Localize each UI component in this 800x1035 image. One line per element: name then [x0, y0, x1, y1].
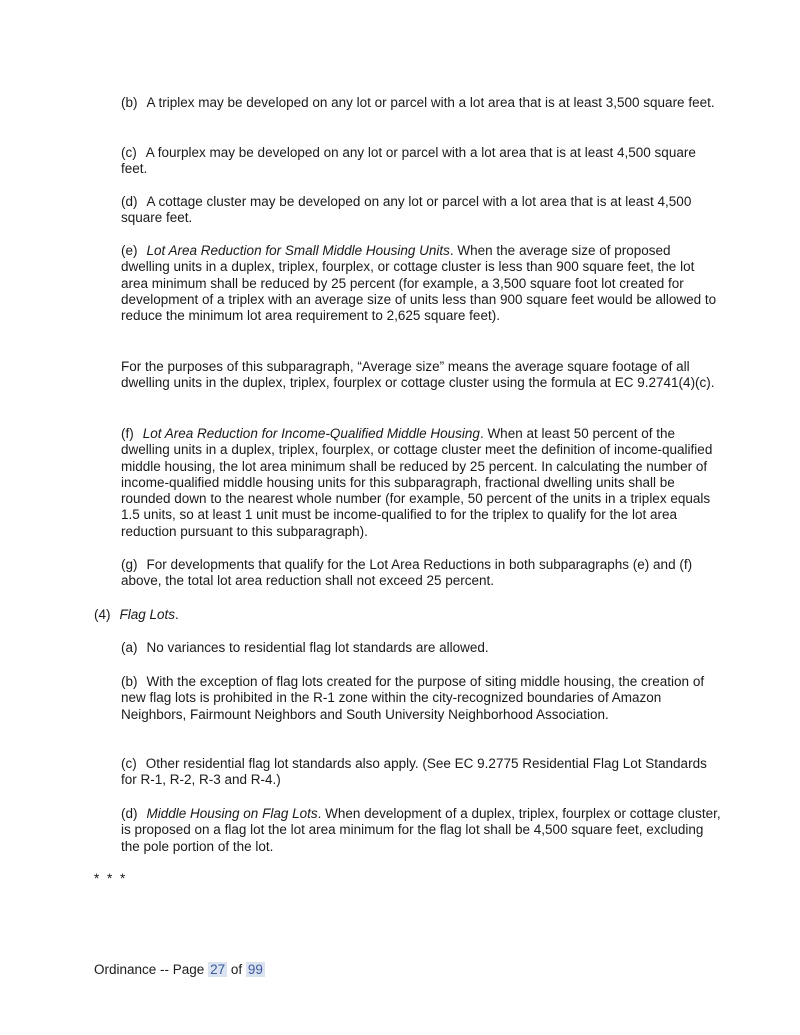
footer-prefix: Ordinance -- Page: [94, 962, 205, 977]
item-label: (d): [121, 806, 138, 821]
item-label: (c): [121, 145, 137, 160]
item-label: (g): [121, 557, 138, 572]
paragraph-3e: [121, 243, 721, 324]
paragraph-3f: [121, 426, 721, 540]
item-label: (b): [121, 95, 138, 110]
section-title-suffix: .: [175, 607, 179, 622]
item-title: Lot Area Reduction for Small Middle Housing Units: [146, 243, 450, 258]
item-text: No variances to residential flag lot standards are allowed.: [146, 640, 489, 655]
item-text: For developments that qualify for the Lot Area Reductions in both subparagraphs (e) and (f) above, the total lot area reduction shall not exceed 25 percent.: [121, 557, 693, 589]
item-text: With the exception of flag lots created for the purpose of siting middle housing, the creation of new flag lots is prohibited in the R-1 zone within the city-recognized boundaries of Amazon Neighbors, Fairmount Neighbors and South University Neighborhood Association.: [121, 674, 705, 722]
paragraph-4c: [121, 756, 721, 789]
total-page-count: 99: [247, 962, 263, 977]
paragraph-3c: [121, 145, 721, 178]
item-label: (f): [121, 426, 134, 441]
section-label: (4): [94, 607, 111, 622]
paragraph-3g: [121, 557, 721, 590]
paragraph-3b: [121, 95, 721, 111]
item-text: Other residential flag lot standards also apply. (See EC 9.2775 Residential Flag Lot Standards for R-1, R-2, R-3 and R-4.): [121, 756, 707, 788]
paragraph-4b: [121, 674, 721, 723]
item-label: (b): [121, 674, 138, 689]
item-title: Lot Area Reduction for Income-Qualified Middle Housing: [142, 426, 480, 441]
paragraph-3d: [121, 194, 721, 227]
page-footer: [94, 962, 265, 978]
item-text: A cottage cluster may be developed on any lot or parcel with a lot area that is at least 4,500 square feet.: [121, 194, 692, 226]
section-heading-flag-lots: [94, 607, 179, 623]
footer-of: of: [230, 962, 243, 977]
item-text: A triplex may be developed on any lot or parcel with a lot area that is at least 3,500 square feet.: [146, 95, 715, 110]
item-text: For the purposes of this subparagraph, “Average size” means the average square footage of all dwelling units in the duplex, triplex, fourplex or cottage cluster using the formula at EC 9.2741(4)(c).: [121, 359, 715, 391]
item-title: Middle Housing on Flag Lots: [146, 806, 318, 821]
item-label: (e): [121, 243, 138, 258]
item-text: . When the average size of proposed dwelling units in a duplex, triplex, fourplex, or cottage cluster is less than 900 square feet, the lot area minimum shall be reduced by 25 percent (for example, a 3,500 square foot lot created for development of a triplex with an average size of units less than 900 square feet would be allowed to reduce the minimum lot area requirement to 2,625 square feet).: [121, 243, 717, 324]
paragraph-4a: [121, 640, 721, 656]
item-label: (a): [121, 640, 138, 655]
item-text: . When development of a duplex, triplex, fourplex or cottage cluster, is proposed on a flag lot the lot area minimum for the flag lot shall be 4,500 square feet, excluding the pole portion of the lot.: [121, 806, 721, 854]
item-label: (d): [121, 194, 138, 209]
item-text: A fourplex may be developed on any lot or parcel with a lot area that is at least 4,500 square feet.: [121, 145, 696, 177]
section-title: Flag Lots: [119, 607, 176, 622]
section-separator: * * *: [94, 871, 128, 886]
item-text: . When at least 50 percent of the dwelling units in a duplex, triplex, fourplex, or cottage cluster meet the definition of income-qualified middle housing, the lot area minimum shall be reduced by 25 percent. In calculating the number of income-qualified middle housing units for this subparagraph, fractional dwelling units shall be rounded down to the nearest whole number (for example, 50 percent of the units in a triplex equals 1.5 units, so at least 1 unit must be income-qualified to for the triplex to qualify for the lot area reduction pursuant to this subparagraph).: [121, 426, 713, 539]
current-page-number: 27: [210, 962, 226, 977]
paragraph-3e-note: [121, 359, 721, 392]
item-label: (c): [121, 756, 137, 771]
paragraph-4d: [121, 806, 721, 855]
